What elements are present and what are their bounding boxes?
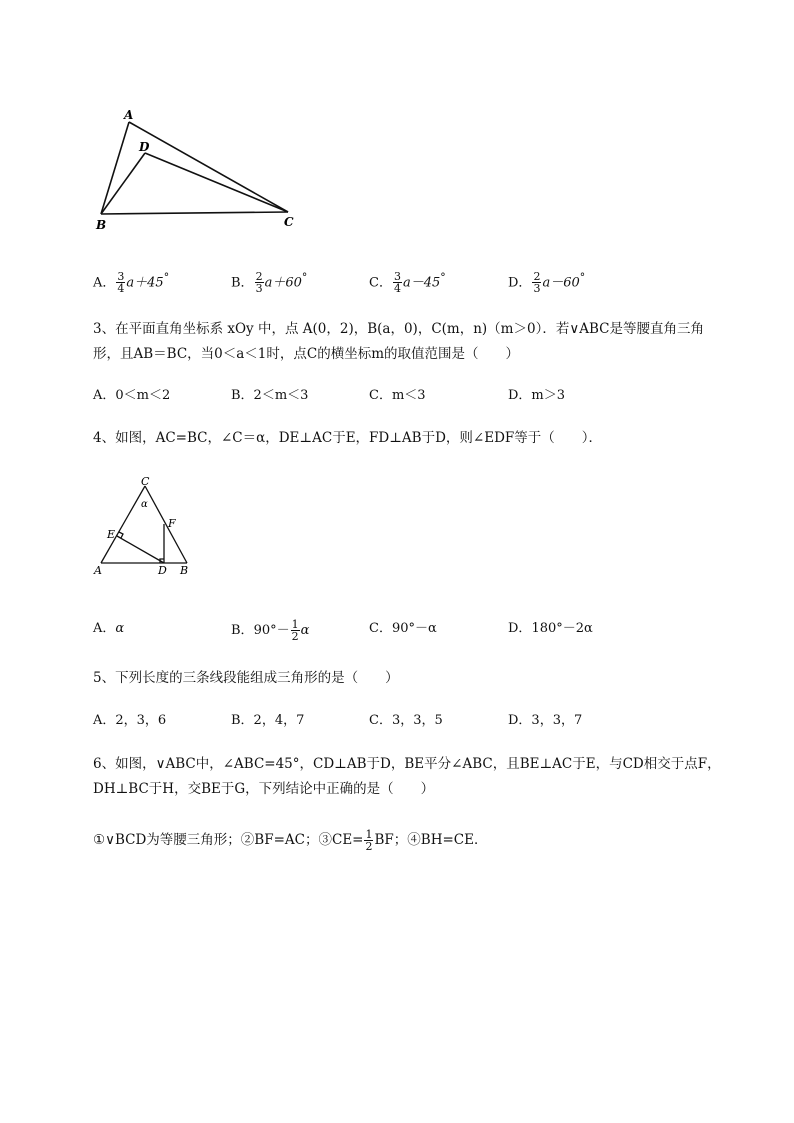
label-d: D — [158, 564, 167, 577]
q2-option-a[interactable]: A． $\frac{3}{4}$ a＋45° — [93, 270, 170, 296]
q5-option-b[interactable]: B．2，4，7 — [231, 713, 305, 728]
q5-option-d[interactable]: D．3，3，7 — [508, 713, 583, 728]
label-f: F — [168, 517, 176, 530]
q5-option-a[interactable]: A．2，3，6 — [93, 713, 167, 728]
fraction: $\frac{1}{2}$ — [365, 828, 373, 853]
figure-triangle-q4 — [90, 474, 200, 580]
q3-option-c[interactable]: C．m＜3 — [369, 388, 426, 403]
q3-option-d[interactable]: D．m＞3 — [508, 388, 566, 403]
label-a: A — [124, 108, 134, 122]
label-c: C — [141, 475, 150, 488]
q4-option-d[interactable]: D．180°－2α — [508, 621, 593, 636]
fraction: $\frac{2}{3}$ — [533, 270, 541, 296]
q3-stem-line2: 形，且AB＝BC，当0＜a＜1时，点C的横坐标m的取值范围是（ ） — [93, 346, 520, 362]
q6-stem-line2: DH⊥BC于H，交BE于G，下列结论中正确的是（ ） — [93, 781, 435, 797]
q4-option-c[interactable]: C．90°－α — [369, 621, 437, 636]
label-c: C — [284, 215, 294, 229]
label-b: B — [180, 564, 189, 577]
q4-option-b[interactable]: B．90°－ $\frac{1}{2}$ α — [231, 618, 310, 643]
q6-conclusions: ①∨BCD为等腰三角形；②BF=AC；③CE= $\frac{1}{2}$ BF；④BH=CE． — [93, 828, 488, 853]
q3-stem-line1: 3、在平面直角坐标系 xOy 中，点 A(0，2)，B(a，0)，C(m，n)（m＞0）．若∨ABC是等腰直角三角 — [93, 321, 704, 337]
q2-option-c[interactable]: C． $\frac{3}{4}$ a－45° — [369, 270, 446, 296]
q4-option-a[interactable]: A．α — [93, 621, 125, 636]
q3-option-a[interactable]: A．0＜m＜2 — [93, 388, 171, 403]
label-d: D — [139, 140, 150, 154]
label-e: E — [107, 528, 116, 541]
fraction: $\frac{3}{4}$ — [117, 270, 125, 296]
figure-triangle-abc-d — [88, 104, 308, 234]
label-alpha: α — [141, 499, 148, 510]
label-a: A — [94, 564, 102, 577]
q3-option-b[interactable]: B．2＜m＜3 — [231, 388, 309, 403]
q2-option-d[interactable]: D． $\frac{2}{3}$ a－60° — [508, 270, 586, 296]
fraction: $\frac{3}{4}$ — [393, 270, 401, 296]
q4-stem: 4、如图，AC=BC，∠C＝α，DE⊥AC于E，FD⊥AB于D，则∠EDF等于（ ）． — [93, 430, 603, 446]
label-b: B — [96, 218, 107, 232]
q2-option-b[interactable]: B． $\frac{2}{3}$ a＋60° — [231, 270, 308, 296]
fraction: $\frac{1}{2}$ — [291, 618, 299, 643]
q6-stem-line1: 6、如图，∨ABC中，∠ABC=45°，CD⊥AB于D，BE平分∠ABC，且BE⊥AC于E，与CD相交于点F， — [93, 756, 721, 772]
q5-option-c[interactable]: C．3，3，5 — [369, 713, 443, 728]
q5-stem: 5、下列长度的三条线段能组成三角形的是（ ） — [93, 670, 399, 686]
fraction: $\frac{2}{3}$ — [255, 270, 263, 296]
